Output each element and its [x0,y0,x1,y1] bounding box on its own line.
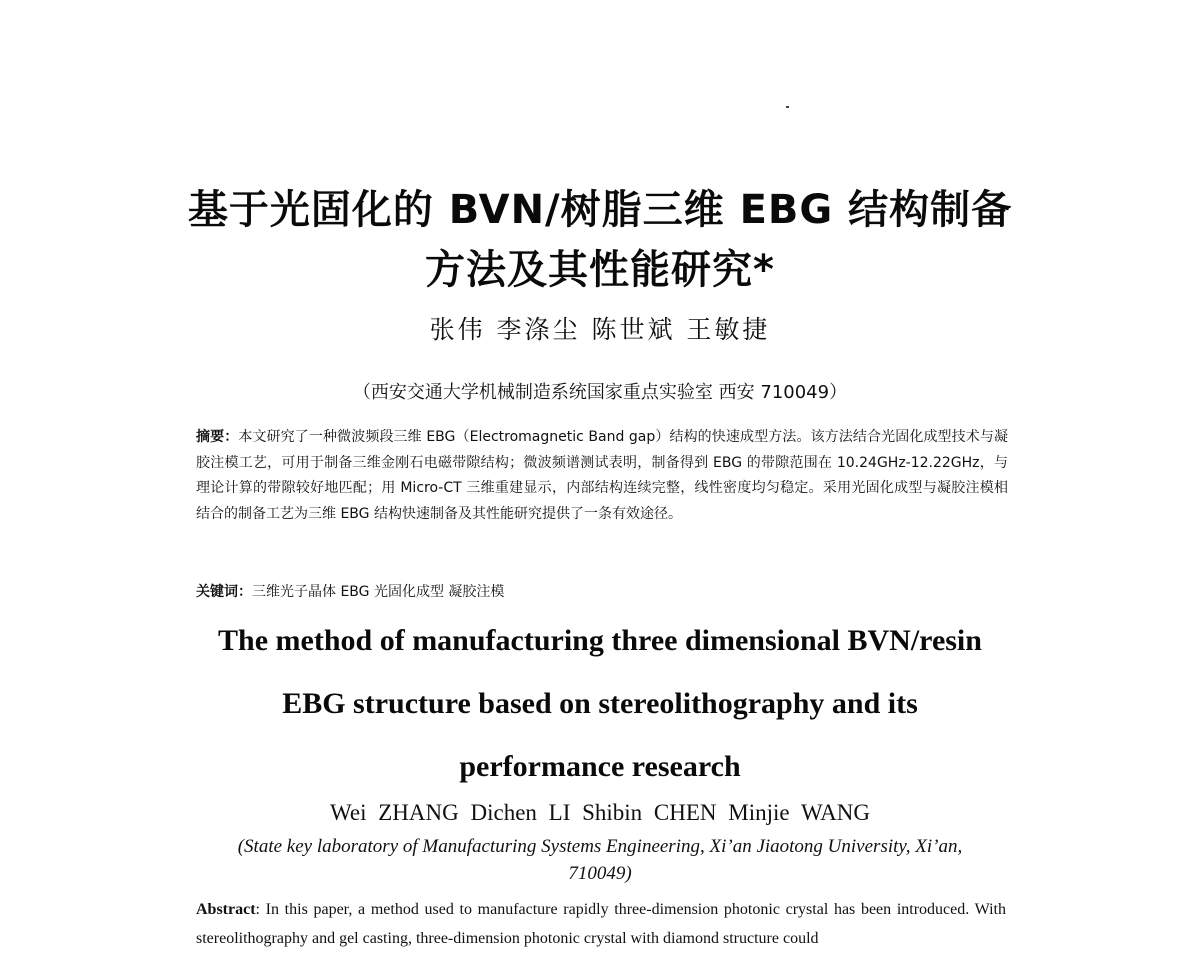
keywords-cn [196,580,1008,606]
affiliation-cn: （西安交通大学机械制造系统国家重点实验室 西安 710049） [352,382,848,403]
authors-cn: 张伟 李涤尘 陈世斌 王敏捷 [429,315,771,344]
affiliation-en-line2: 710049) [568,863,632,884]
title-cn-line1: 基于光固化的 BVN/树脂三维 EBG 结构制备 [187,187,1013,233]
abstract-en [196,895,1006,953]
abstract-en-label: Abstract [196,901,256,918]
abstract-en-text: : In this paper, a method used to manufacture rapidly three-dimension photonic crystal has been introduced. With stereolithography and gel casting, three-dimension photonic crystal with diamond structure could [196,901,1006,947]
abstract-cn [196,425,1008,527]
keywords-cn-text: 三维光子晶体 EBG 光固化成型 凝胶注模 [252,584,505,600]
abstract-cn-text: 本文研究了一种微波频段三维 EBG（Electromagnetic Band gap）结构的快速成型方法。该方法结合光固化成型技术与凝胶注模工艺，可用于制备三维金刚石电磁带隙结构；微波频谱测试表明，制备得到 EBG 的带隙范围在 10.24GHz-12.22GHz，与理论计算的带隙较好地匹配；用 Micro-CT 三维重建显示，内部结构连续完整，线性密度均匀稳定。采用光固化成型与凝胶注模相结合的制备工艺为三维 EBG 结构快速制备及其性能研究提供了一条有效途径。 [196,429,1009,522]
title-en-line3: performance research [459,750,741,783]
scan-speck [786,106,789,108]
keywords-cn-label: 关键词： [196,584,252,600]
title-en-line1: The method of manufacturing three dimensional BVN/resin [218,624,982,657]
title-cn-line2: 方法及其性能研究* [425,247,775,293]
abstract-cn-label: 摘要： [196,429,239,445]
title-en-line2: EBG structure based on stereolithography and its [282,687,918,720]
authors-en: Wei ZHANG Dichen LI Shibin CHEN Minjie WANG [330,800,870,825]
affiliation-en-line1: (State key laboratory of Manufacturing Systems Engineering, Xi’an Jiaotong University, Xi’an, [237,836,963,857]
